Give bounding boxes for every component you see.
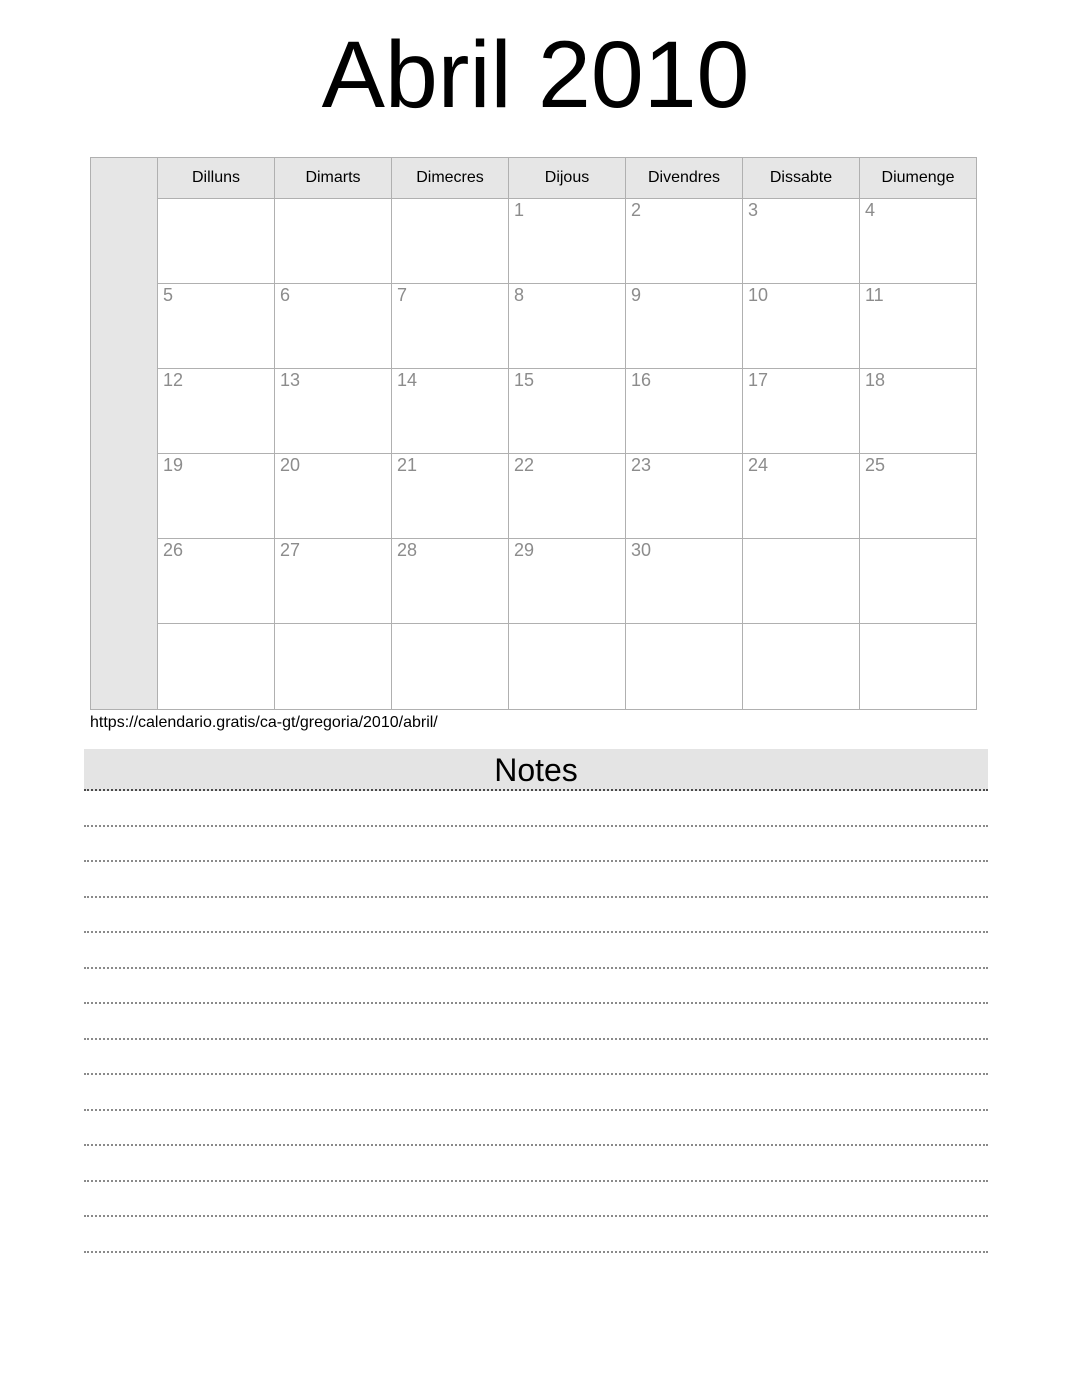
note-line <box>84 827 988 863</box>
day-cell: 12 <box>158 369 275 454</box>
week-row-2 <box>91 284 977 369</box>
day-cell: 7 <box>392 284 509 369</box>
note-line <box>84 862 988 898</box>
day-cell: 28 <box>392 539 509 624</box>
day-cell: 6 <box>275 284 392 369</box>
week-row-3 <box>91 369 977 454</box>
day-cell: 16 <box>626 369 743 454</box>
day-cell: 13 <box>275 369 392 454</box>
weekday-header-dimecres: Dimecres <box>392 158 509 199</box>
day-cell <box>626 624 743 710</box>
day-cell <box>743 539 860 624</box>
day-cell: 20 <box>275 454 392 539</box>
day-cell: 3 <box>743 199 860 284</box>
note-line <box>84 898 988 934</box>
day-cell: 1 <box>509 199 626 284</box>
note-line <box>84 791 988 827</box>
weekday-header-dijous: Dijous <box>509 158 626 199</box>
weekday-header-dissabte: Dissabte <box>743 158 860 199</box>
day-cell: 4 <box>860 199 977 284</box>
source-url: https://calendario.gratis/ca-gt/gregoria/2010/abril/ <box>90 714 438 731</box>
day-cell <box>158 199 275 284</box>
weekday-header-row <box>91 158 977 199</box>
note-line <box>84 969 988 1005</box>
day-cell: 8 <box>509 284 626 369</box>
note-line <box>84 933 988 969</box>
day-cell: 29 <box>509 539 626 624</box>
day-cell: 27 <box>275 539 392 624</box>
note-line <box>84 1075 988 1111</box>
day-cell <box>509 624 626 710</box>
notes-title: Notes <box>84 749 988 791</box>
day-cell: 2 <box>626 199 743 284</box>
day-cell: 23 <box>626 454 743 539</box>
weekday-header-divendres: Divendres <box>626 158 743 199</box>
day-cell: 10 <box>743 284 860 369</box>
day-cell: 15 <box>509 369 626 454</box>
day-cell: 18 <box>860 369 977 454</box>
day-cell: 22 <box>509 454 626 539</box>
day-cell <box>392 624 509 710</box>
note-line <box>84 1111 988 1147</box>
note-line <box>84 1217 988 1253</box>
weekday-header-dilluns: Dilluns <box>158 158 275 199</box>
note-line <box>84 1182 988 1218</box>
note-line <box>84 1146 988 1182</box>
day-cell: 9 <box>626 284 743 369</box>
week-row-4 <box>91 454 977 539</box>
week-row-6 <box>91 624 977 710</box>
day-cell <box>275 624 392 710</box>
day-cell <box>392 199 509 284</box>
note-line <box>84 1004 988 1040</box>
day-cell <box>860 539 977 624</box>
day-cell: 5 <box>158 284 275 369</box>
day-cell: 26 <box>158 539 275 624</box>
day-cell <box>158 624 275 710</box>
weekday-header-dimarts: Dimarts <box>275 158 392 199</box>
week-gutter <box>91 158 158 710</box>
day-cell <box>275 199 392 284</box>
weekday-header-diumenge: Diumenge <box>860 158 977 199</box>
day-cell: 21 <box>392 454 509 539</box>
day-cell: 17 <box>743 369 860 454</box>
day-cell <box>860 624 977 710</box>
week-row-5 <box>91 539 977 624</box>
day-cell: 30 <box>626 539 743 624</box>
day-cell <box>743 624 860 710</box>
note-lines <box>84 791 988 1253</box>
day-cell: 24 <box>743 454 860 539</box>
day-cell: 14 <box>392 369 509 454</box>
page-title: Abril 2010 <box>321 22 750 128</box>
day-cell: 19 <box>158 454 275 539</box>
day-cell: 25 <box>860 454 977 539</box>
day-cell: 11 <box>860 284 977 369</box>
notes-section <box>84 749 988 1253</box>
calendar-table <box>90 157 977 710</box>
note-line <box>84 1040 988 1076</box>
week-row-1 <box>91 199 977 284</box>
